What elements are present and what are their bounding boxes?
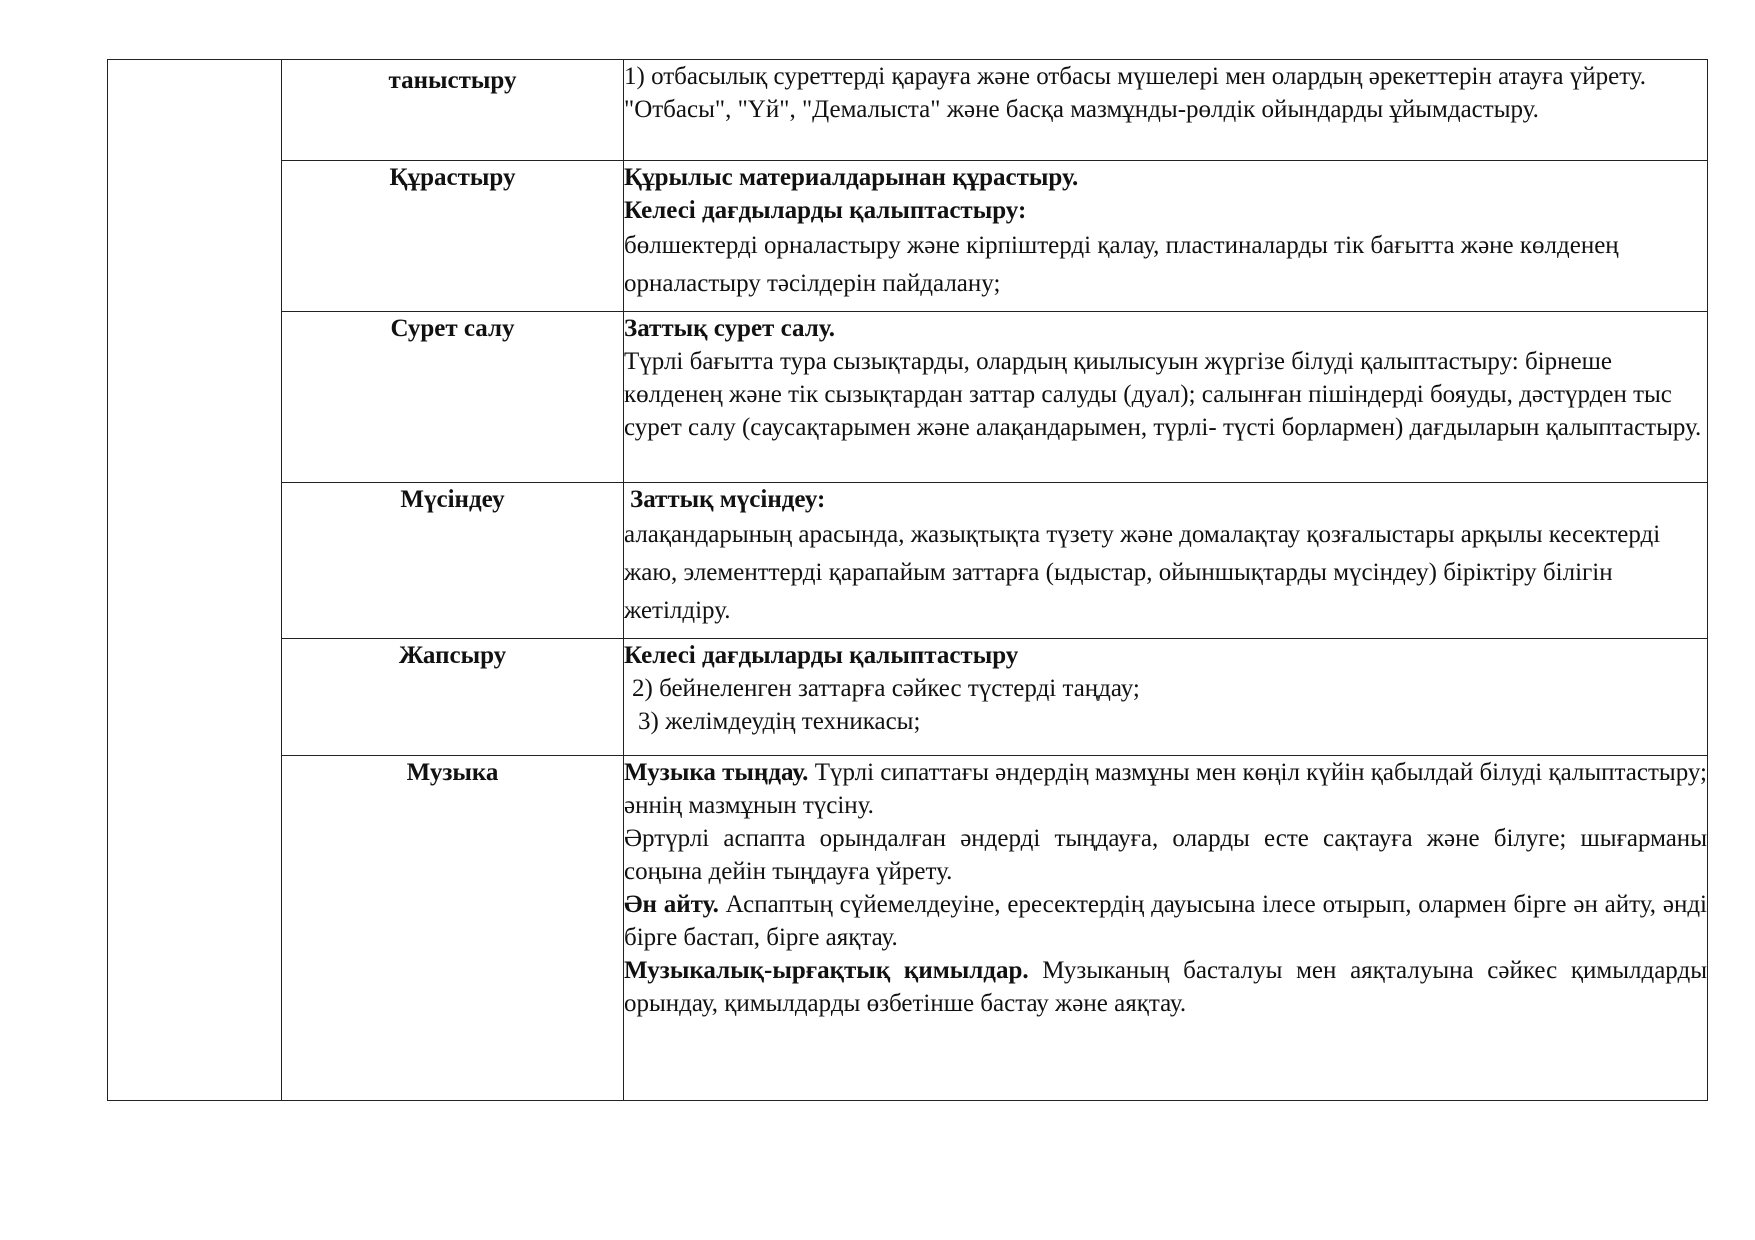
description-text: Түрлі бағытта тура сызықтарды, олардың қиылысуын жүргізе білуді қалыптастыру: бірнеше көлденең және тік сызықтардан заттар салуды (дуал); салынған пішіндерді бояуды, дәстүрден тыс сурет салу (саусақтарымен және алақандарымен, түрлі- түсті борлармен) дағдыларын қалыптастыру. xyxy=(624,348,1702,441)
paragraph xyxy=(624,888,1707,954)
description-cell xyxy=(624,483,1708,639)
description-cell xyxy=(624,161,1708,312)
activity-cell: Музыка xyxy=(282,756,624,1101)
table-row xyxy=(108,312,1708,483)
paragraph-heading: Музыка тыңдау. xyxy=(624,759,809,786)
table-row xyxy=(108,639,1708,756)
table-row xyxy=(108,756,1708,1101)
description-cell xyxy=(624,639,1708,756)
paragraph: Әртүрлі аспапта орындалған әндерді тыңдауға, оларды есте сақтауға және білуге; шығарманы соңына дейін тыңдауға үйрету. xyxy=(624,825,1707,885)
empty-left-cell xyxy=(108,60,282,1101)
description-text: бөлшектерді орналастыру және кірпіштерді қалау, пластиналарды тік бағытта және көлденең орналастыру тәсілдерін пайдалану; xyxy=(624,232,1619,297)
paragraph-heading: Ән айту. xyxy=(624,891,719,918)
section-heading: Заттық сурет салу. xyxy=(624,315,835,342)
description-text: алақандарының арасында, жазықтықта түзету және домалақтау қозғалыстары арқылы кесектерді жаю, элементтерді қарапайым заттарға (ыдыстар, ойыншықтарды мүсіндеу) біріктіру білігін жетілдіру. xyxy=(624,521,1661,624)
activity-cell: таныстыру xyxy=(282,60,624,161)
paragraph-text: Музыканың басталуы мен аяқталуына сәйкес қимылдарды орындау, қимылдарды өзбетінше бастау және аяқтау. xyxy=(624,957,1707,1017)
section-subheading: Келесі дағдыларды қалыптастыру: xyxy=(624,197,1027,224)
activity-cell: Жапсыру xyxy=(282,639,624,756)
section-heading: Келесі дағдыларды қалыптастыру xyxy=(624,642,1019,669)
description-text: 1) отбасылық суреттерді қарауға және отбасы мүшелері мен олардың әрекеттерін атауға үйрету. "Отбасы", "Үй", "Демалыста" және басқа мазмұнды-рөлдік ойындарды ұйымдастыру. xyxy=(624,63,1647,123)
activity-cell: Сурет салу xyxy=(282,312,624,483)
paragraph xyxy=(624,954,1707,1020)
list-item: 2) бейнеленген заттарға сәйкес түстерді таңдау; xyxy=(632,675,1140,702)
section-heading: Заттық мүсіндеу: xyxy=(630,486,826,513)
paragraph-text: Аспаптың сүйемелдеуіне, ересектердің дауысына ілесе отырып, олармен бірге ән айту, әнді бірге бастап, бірге аяқтау. xyxy=(624,891,1707,951)
table-row xyxy=(108,161,1708,312)
description-cell xyxy=(624,60,1708,161)
paragraph xyxy=(624,756,1707,822)
section-heading: Құрылыс материалдарынан құрастыру. xyxy=(624,164,1079,191)
description-cell xyxy=(624,312,1708,483)
curriculum-table xyxy=(107,59,1708,1101)
description-cell xyxy=(624,756,1708,1101)
table-row xyxy=(108,483,1708,639)
list-item: 3) желімдеудің техникасы; xyxy=(638,708,921,735)
table-row xyxy=(108,60,1708,161)
activity-cell: Құрастыру xyxy=(282,161,624,312)
paragraph-text: Түрлі сипаттағы әндердің мазмұны мен көңіл күйін қабылдай білуді қалыптастыру; әннің мазмұнын түсіну. xyxy=(624,759,1707,819)
paragraph-heading: Музыкалық-ырғақтық қимылдар. xyxy=(624,957,1029,984)
activity-cell: Мүсіндеу xyxy=(282,483,624,639)
